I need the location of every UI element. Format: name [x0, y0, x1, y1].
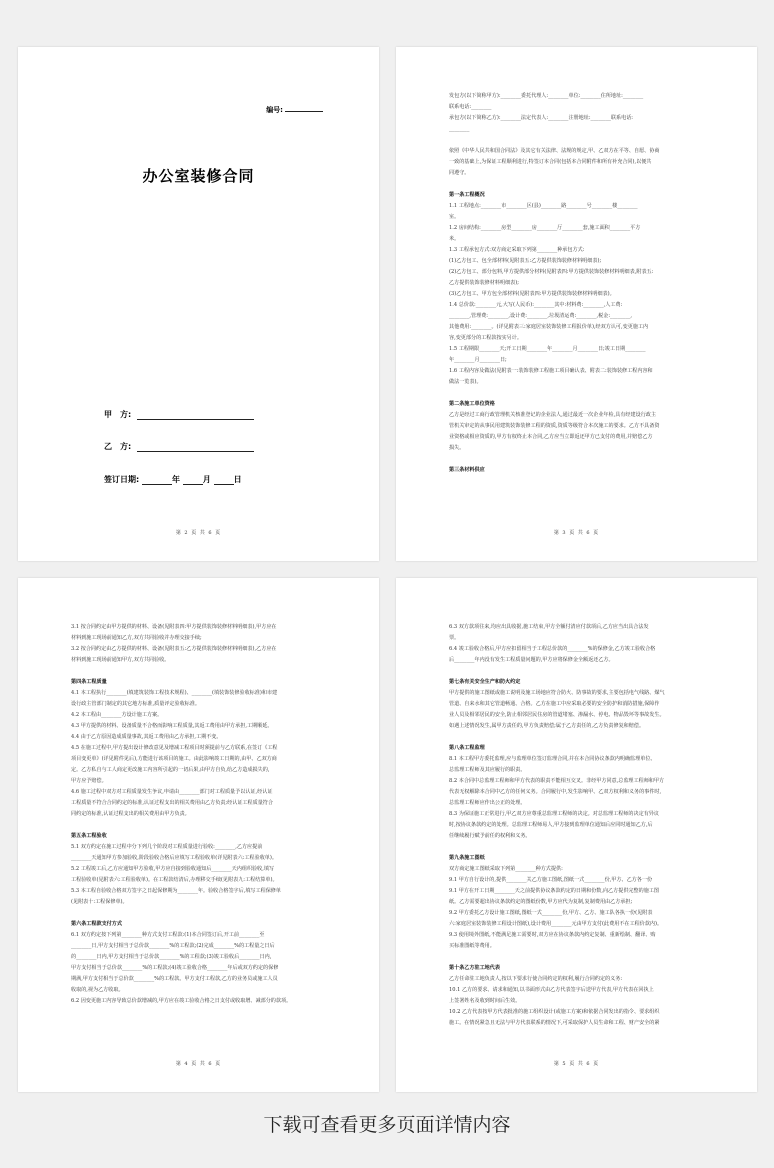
paragraph-line: 5.2 工程竣工后,乙方应通知甲方验收,甲方应自接到验收通知后________天内组织验收,填写: [71, 866, 275, 872]
paragraph-line: 4.3 甲方提供的材料、设备质量不合格而影响工程质量,其返工费用由甲方承担,工期顺延。: [71, 723, 273, 729]
paragraph-line: 业资格或相应资质的,甲方有权终止本合同,乙方应当立即返还甲方已支付的费用,并赔偿乙方: [449, 434, 653, 440]
paragraph-line: 1.2 房间结构:________房型________房________厅________套,施工面积________平方: [449, 225, 641, 231]
paragraph-line: ________: [449, 126, 470, 132]
paragraph-line: 损失。: [449, 445, 465, 451]
paragraph-gap: [71, 820, 326, 831]
paragraph-line: 10.1 乙方的要求、请求和通知,以书面形式由乙方代表签字后送甲方代表,甲方代表在回执上: [449, 987, 654, 993]
section-heading: 第十条乙方驻工地代表: [449, 965, 500, 971]
paragraph-line: 8.1 本工程甲方委托监理,应与监理单位签订监理合同,并在本合同协议条款内明确监理单位、: [449, 756, 656, 762]
paragraph-line: (3)乙方包工、甲方包全部材料(见附表四:甲方提供装饰装修材料明细表)。: [449, 291, 615, 297]
paragraph-line: 发包方(以下简称甲方):________委托代理人:________单位:________住所地址:________: [449, 93, 644, 99]
paragraph-line: 买标准图纸等费用。: [449, 943, 495, 949]
page-3-body: [449, 91, 704, 476]
paragraph-line: 项目变更单》(详见附件见后),方能进行该项目的施工。由此影响竣工日期的,由甲、乙双方商: [71, 756, 277, 762]
paragraph-line: 3.2 按合同约定由乙方提供的材料、设备(见附表五:乙方提供装饰装修材料明细表),乙方应在: [71, 646, 277, 652]
paragraph-line: 1.5 工程期限________天;开工日期________年________月________日;竣工日期________: [449, 346, 646, 352]
paragraph-line: (见附表十:工程保修单)。: [71, 899, 128, 905]
paragraph-line: 同遵守。: [449, 170, 470, 176]
paragraph-line: 总监理工程师及其应履行的职责。: [449, 767, 526, 773]
paragraph-line: 6.4 竣工验收合格后,甲方应扣留相当于工程总价款的________%的保修金,乙方竣工验收合格: [449, 646, 656, 652]
contract-title: 办公室装修合同: [142, 167, 255, 185]
paragraph-gap: [449, 135, 704, 146]
paragraph-line: 六:家庭居室装饰装修工程设计图纸),设计费用________元由甲方支付(此费用不在工程价款内)。: [449, 921, 663, 927]
paragraph-line: 施工。在情况紧急且无法与甲方代表联系的情况下,可采取保护人员生命和工程、财产安全的紧: [449, 1020, 660, 1026]
contract-number: 编号:: [266, 105, 323, 115]
paragraph-gap: [449, 388, 704, 399]
paragraph-line: 管机关审定的从事民用建筑装饰装修工程的资质,资质等级符合本次施工的要求。乙方不具备资: [449, 423, 660, 429]
paragraph-line: 收取的,视为乙方收取。: [71, 987, 124, 993]
paragraph-line: 联系电话:________: [449, 104, 492, 110]
paragraph-line: 乙方是经过工商行政管理机关核准登记的企业法人,通过最近一次企业年检,具有经建设行政主: [449, 412, 656, 418]
paragraph-line: 承包方(以下简称乙方):________法定代表人:________注册地址:________联系电话:: [449, 115, 634, 121]
paragraph-line: 材料到施工现场前通知甲方,双方共同验收。: [71, 657, 170, 663]
paragraph-gap: [449, 179, 704, 190]
paragraph-line: 任继续履行赋予前任的权利和义务。: [449, 833, 531, 839]
page-footer: 第 4 页 共 6 页: [175, 1061, 222, 1067]
paragraph-line: 设行政主管部门制定的其它地方标准,质量评定验收标准。: [71, 701, 200, 707]
page-2-cover: [18, 47, 379, 561]
party-b-row: 乙 方:: [104, 441, 254, 452]
paragraph-line: ________,管理费:________,设计费:________,垃圾清运费:________,税金:________,: [449, 313, 633, 319]
section-heading: 第三条材料供应: [449, 467, 485, 473]
paragraph-line: 5.1 双方约定在施工过程中分下列几个阶段对工程质量进行验收:________,乙方应提前: [71, 844, 263, 850]
paragraph-gap: [449, 952, 704, 963]
paragraph-line: 3.1 按合同约定由甲方提供的材料、设备(见附表四:甲方提供装饰装修材料明细表),甲方应在: [71, 624, 277, 630]
page-3: [396, 47, 757, 561]
paragraph-gap: [449, 842, 704, 853]
paragraph-line: 总监理工程师应作出公正的处理。: [449, 800, 526, 806]
section-heading: 第八条工程监理: [449, 745, 485, 751]
paragraph-line: (1)乙方包工、包全部材料(见附表五:乙方提供装饰装修材料明细表);: [449, 258, 602, 264]
paragraph-line: ________天通知甲方参加验收,阶段验收合格后应填写工程验收单(详见附表六:工程验收单)。: [71, 855, 277, 861]
paragraph-line: 一致的基础上,为保证工程顺利进行,特签订本合同(包括本合同附件和所有补充合同),以便共: [449, 159, 652, 165]
paragraph-line: 1.4 总价款:________元,大写(人民币):________其中:材料费:________,人工费:: [449, 302, 623, 308]
paragraph-line: 1.3 工程承包方式:双方商定采取下列第________种承包方式:: [449, 247, 585, 253]
paragraph-line: 乙方任命驻工地负责人,按以下要求行使合同约定的权利,履行合同约定的义务:: [449, 976, 623, 982]
section-heading: 第四条工程质量: [71, 679, 107, 685]
paragraph-line: 1.6 工程内容及做法(见附表一:装饰装修工程施工项目确认表、附表二:装饰装修工程内容和: [449, 368, 653, 374]
paragraph-line: 6.1 双方约定按下列第________种方式支付工程款:(1)本合同签订后,开工前________至: [71, 932, 265, 938]
page-footer: 第 3 页 共 6 页: [553, 530, 600, 536]
page-5: [396, 578, 757, 1092]
month-blank: [183, 476, 203, 485]
section-heading: 第九条施工图纸: [449, 855, 485, 861]
paragraph-line: 票。: [449, 635, 460, 641]
contract-number-blank: [285, 105, 323, 112]
paragraph-line: 5.3 本工程自验收合格双方签字之日起保修期为________年。验收合格签字后,填写工程保修单: [71, 888, 281, 894]
year-blank: [142, 476, 172, 485]
sign-date-row: 签订日期: 年 月 日: [104, 475, 242, 484]
paragraph-line: 业人员及相邻居民的安全,防止相邻居民住房的管道堵塞、渗漏水、停电、物品毁坏等事故发生。: [449, 712, 665, 718]
paragraph-line: 6.3 双方款项往来,均应出具收据,施工结束,甲方全额付清应付款项后,乙方应当出具合法发: [449, 624, 649, 630]
paragraph-gap: [449, 732, 704, 743]
paragraph-gap: [449, 454, 704, 465]
paragraph-line: 4.4 由于乙方原因造成质量事故,其返工费用由乙方承担,工期不变。: [71, 734, 222, 740]
paragraph-line: ________日,甲方支付相当于总价款________%的工程款;(2)完成________%的工程量之日后: [71, 943, 275, 949]
paragraph-line: 1.1 工程地点:________市________区(县)________路________号________楼________: [449, 203, 638, 209]
paragraph-line: 4.1 本工程执行________(填建筑装饰工程技术规程)、________(填装饰装修验收标准)和市建: [71, 690, 278, 696]
paragraph-line: 乙方提供装饰装修材料明细表);: [449, 280, 519, 286]
paragraph-line: 9.3 使用境外图纸,不能满足施工需要时,双方应在协议条款内约定复制、重新绘制、翻译、购: [449, 932, 656, 938]
paragraph-line: 代表无权解除本合同中乙方的任何义务。合同履行中,发生影响甲、乙双方权利和义务的事件时,: [449, 789, 662, 795]
paragraph-line: 工程验收单(见附表六:工程验收单)。在工程款结清后,办理移交手续(见附表九:工程结算单)。: [71, 877, 278, 883]
paragraph-line: 容,变更部分的工程款按实另计。: [449, 335, 522, 341]
paragraph-line: 9.1 甲方自行设计的,提供________关乙方施工图纸,图纸一式________份,甲方、乙方各一份: [449, 877, 653, 883]
paragraph-line: 依照《中华人民共和国合同法》及其它有关法律、法规的规定,甲、乙双方在平等、自愿、协商: [449, 148, 660, 154]
paragraph-line: 纸。乙方需要超出协议条款约定的图纸份数,甲方应代为复制,复制费用由乙方承担;: [449, 899, 633, 905]
page-5-body: [449, 622, 704, 1029]
paragraph-line: 4.5 在施工过程中,甲方提出设计修改意见及增减工程项目时须提前与乙方联系,在签订《工程: [71, 745, 278, 751]
page-footer: 第 5 页 共 6 页: [553, 1061, 600, 1067]
paragraph-line: 6.2 因变更施工内容导致总价款增减的,甲方应在竣工验收合格之日支付或收取增、减部分的款项。: [71, 998, 292, 1004]
paragraph-line: 管道、自来水和其它管道畅通、合格。乙方在施工中应采取必要的安全防护和消防措施,保障作: [449, 701, 660, 707]
paragraph-line: 工程质量不符合合同约定的标准,认证过程支出的相关费用由乙方负责;经认证工程质量符合: [71, 800, 273, 806]
paragraph-line: 期满,甲方支付相当于总价款________%的工程款。甲方支付工程款,乙方的业务员或施工人员: [71, 976, 278, 982]
paragraph-line: 上签署姓名及收到时间后生效。: [449, 998, 521, 1004]
paragraph-line: 双方商定施工图纸采取下列第________种方式提供:: [449, 866, 563, 872]
paragraph-line: 甲方应予赔偿。: [71, 778, 107, 784]
paragraph-line: 的________日内,甲方支付相当于总价款________%的工程款;(3)竣工验收后________日内,: [71, 954, 272, 960]
section-heading: 第一条工程概况: [449, 192, 485, 198]
paragraph-line: 其他费用:________。(详见附表三:家庭居室装饰装修工程报价单),经双方认可,变更施工内: [449, 324, 649, 330]
party-a-row: 甲 方:: [104, 409, 254, 420]
section-heading: 第七条有关安全生产和防火约定: [449, 679, 521, 685]
paragraph-line: 定。乙方私自与工人商定更改施工内容所引起的一切后果,由甲方自负,给乙方造成损失的,: [71, 767, 270, 773]
paragraph-line: 甲方提供的施工图纸或施工说明及施工场地应符合防火、防事故的要求,主要包括电气线路、煤气: [449, 690, 665, 696]
paragraph-line: 材料到施工现场前通知乙方,双方共同验收并办理交接手续;: [71, 635, 202, 641]
page-4: [18, 578, 379, 1092]
paragraph-line: 10.2 乙方代表按甲方代表批准的施工组织设计(或施工方案)和依据合同发出的指令、要求组织: [449, 1009, 660, 1015]
section-heading: 第二条施工单位资格: [449, 401, 495, 407]
paragraph-line: 同约定的标准,认证过程支出的相关费用由甲方负责。: [71, 811, 190, 817]
paragraph-line: 如遇上述情况发生,属甲方责任的,甲方负责赔偿;属于乙方责任的,乙方负责修复和赔偿。: [449, 723, 645, 729]
paragraph-line: 9.1 甲方在开工日期________天之前提供协议条款约定的日期和份数,向乙方提供完整的施工图: [449, 888, 659, 894]
party-b-line: [137, 443, 254, 452]
paragraph-line: 9.2 甲方委托乙方设计施工图纸,图纸一式________份,甲方、乙方、施工队各执一份(见附表: [449, 910, 653, 916]
download-caption: 下载可查看更多页面详情内容: [263, 1114, 511, 1136]
paragraph-line: 米。: [449, 236, 460, 242]
paragraph-line: 甲方支付相当于总价款________%的工程款;(4)竣工验收合格________年后或双方约定的保修: [71, 965, 279, 971]
section-heading: 第五条工程验收: [71, 833, 107, 839]
paragraph-line: 室。: [449, 214, 460, 220]
paragraph-gap: [71, 666, 326, 677]
paragraph-gap: [71, 908, 326, 919]
paragraph-line: (2)乙方包工、部分包料,甲方提供部分材料(见附表四:甲方提供装饰装修材料明细表,附表五:: [449, 269, 654, 275]
day-blank: [214, 476, 234, 485]
paragraph-line: 做法一览表)。: [449, 379, 482, 385]
paragraph-line: 时,按协议条款约定的处理。总监理工程师易人,甲方接到监理单位通知后应同时通知乙方,后: [449, 822, 653, 828]
page-footer: 第 2 页 共 6 页: [175, 530, 222, 536]
section-heading: 第六条工程款支付方式: [71, 921, 122, 927]
paragraph-line: 4.6 施工过程中双方对工程质量发生争议,申请由________部门对工程质量予以认证,经认证: [71, 789, 273, 795]
page-4-body: [71, 622, 326, 1007]
paragraph-line: 8.3 为保证施工正常进行,甲乙双方应尊重总监理工程师的决定。对总监理工程师的决定有异议: [449, 811, 659, 817]
paragraph-gap: [449, 666, 704, 677]
paragraph-line: 8.2 本合同中总监理工程师和甲方代表的职责不能相互交叉。非经甲方同意,总监理工程师和甲方: [449, 778, 665, 784]
paragraph-line: 4.2 本工程由________方设计施工方案。: [71, 712, 163, 718]
paragraph-line: 年________月________日;: [449, 357, 507, 363]
party-a-line: [137, 411, 254, 420]
paragraph-line: 后________年内没有发生工程质量问题的,甲方应将保修金全额返还乙方。: [449, 657, 614, 663]
